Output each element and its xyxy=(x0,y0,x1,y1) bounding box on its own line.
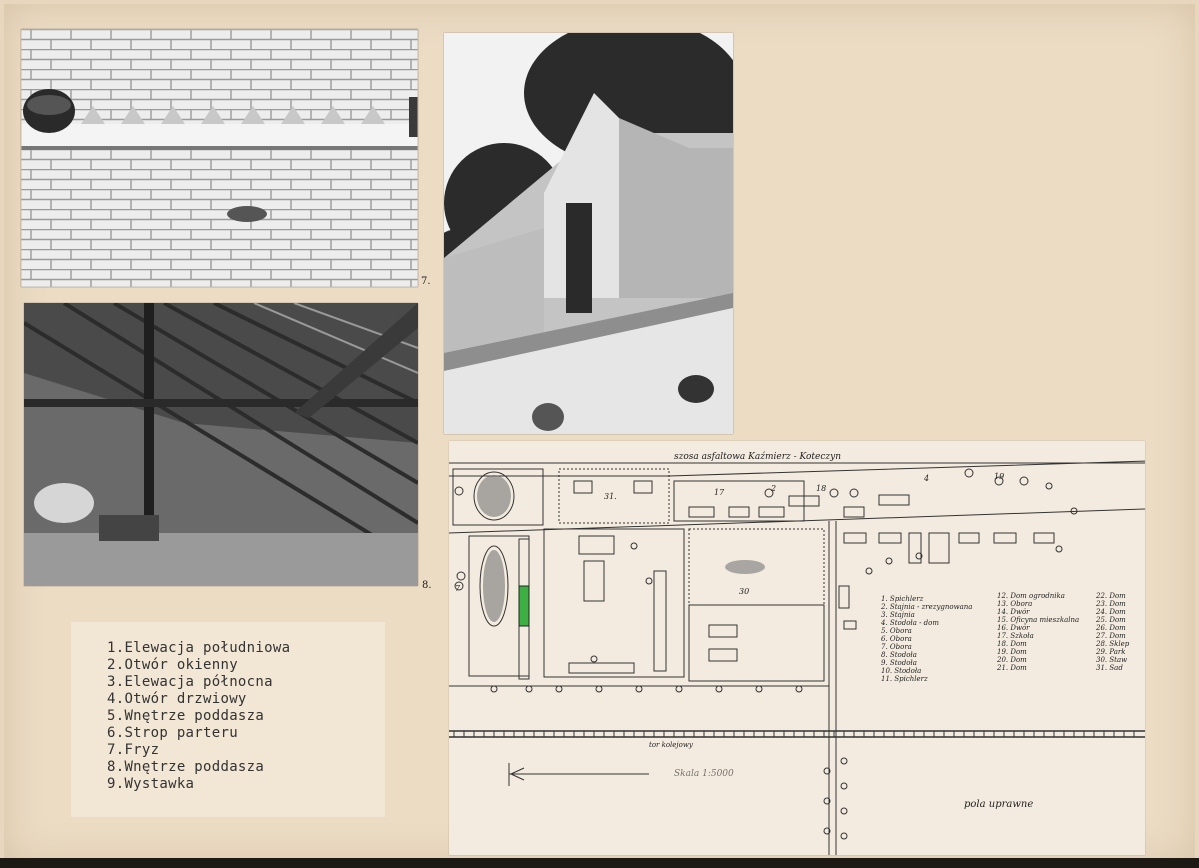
svg-text:15. Oficyna mieszkalna: 15. Oficyna mieszkalna xyxy=(997,616,1080,624)
svg-text:11. Spichlerz: 11. Spichlerz xyxy=(881,675,928,683)
svg-text:27. Dom: 27. Dom xyxy=(1096,632,1126,640)
svg-text:8. Stodoła: 8. Stodoła xyxy=(881,651,917,659)
svg-text:31.: 31. xyxy=(604,492,617,501)
svg-text:5. Obora: 5. Obora xyxy=(881,627,912,635)
svg-text:19. Dom: 19. Dom xyxy=(997,648,1027,656)
svg-text:30. Staw: 30. Staw xyxy=(1096,656,1128,664)
svg-text:12. Dom ogrodnika: 12. Dom ogrodnika xyxy=(997,592,1065,600)
railway-label: tor kolejowy xyxy=(649,741,693,749)
legend-item: 3.Elewacja północna xyxy=(107,674,273,690)
photo-brick-wall xyxy=(21,29,418,287)
svg-text:4. Stodoła - dom: 4. Stodoła - dom xyxy=(881,619,940,627)
svg-text:31. Sad: 31. Sad xyxy=(1096,664,1123,672)
svg-text:22. Dom: 22. Dom xyxy=(1096,592,1126,600)
svg-text:30: 30 xyxy=(739,587,750,596)
svg-text:2: 2 xyxy=(771,484,777,493)
legend-item: 8.Wnętrze poddasza xyxy=(107,759,265,775)
svg-text:9. Stodoła: 9. Stodoła xyxy=(881,659,917,667)
svg-text:17. Szkoła: 17. Szkoła xyxy=(997,632,1034,640)
svg-text:7. Obora: 7. Obora xyxy=(881,643,912,651)
photo-number-7: 7. xyxy=(421,276,431,287)
scale-label: Skala 1:5000 xyxy=(674,769,734,779)
legend-item: 4.Otwór drzwiowy xyxy=(107,691,247,707)
site-map xyxy=(449,441,1145,855)
svg-text:26. Dom: 26. Dom xyxy=(1096,624,1126,632)
svg-text:19: 19 xyxy=(994,472,1005,481)
legend-item: 5.Wnętrze poddasza xyxy=(107,708,265,724)
svg-text:29. Park: 29. Park xyxy=(1096,648,1126,656)
svg-text:1. Spichlerz: 1. Spichlerz xyxy=(881,595,924,603)
bottom-edge xyxy=(0,858,1199,868)
legend-item: 6.Strop parteru xyxy=(107,725,238,741)
svg-text:7: 7 xyxy=(455,584,461,593)
road-label: szosa asfaltowa Kaźmierz - Koteczyn xyxy=(674,452,842,462)
legend-item: 2.Otwór okienny xyxy=(107,657,238,673)
svg-text:14. Dwór: 14. Dwór xyxy=(997,608,1030,616)
photo-attic xyxy=(24,303,418,586)
svg-text:28. Sklep: 28. Sklep xyxy=(1096,640,1130,648)
svg-text:10. Stodoła: 10. Stodoła xyxy=(881,667,922,675)
svg-text:24. Dom: 24. Dom xyxy=(1096,608,1126,616)
svg-text:25. Dom: 25. Dom xyxy=(1096,616,1126,624)
svg-text:13. Obora: 13. Obora xyxy=(997,600,1033,608)
photo-number-8: 8. xyxy=(422,580,432,591)
svg-text:16. Dwór: 16. Dwór xyxy=(997,624,1030,632)
svg-text:20. Dom: 20. Dom xyxy=(997,656,1027,664)
svg-text:3. Stajnia: 3. Stajnia xyxy=(881,611,915,619)
svg-text:4: 4 xyxy=(924,474,930,483)
svg-text:2. Stajnia - zrezygnowana: 2. Stajnia - zrezygnowana xyxy=(881,603,973,611)
svg-text:17: 17 xyxy=(714,488,725,497)
fields-label: pola uprawne xyxy=(964,799,1034,810)
legend-item: 7.Fryz xyxy=(107,742,160,758)
svg-text:6. Obora: 6. Obora xyxy=(881,635,912,643)
photo-gable-wall xyxy=(444,33,733,434)
svg-text:18. Dom: 18. Dom xyxy=(997,640,1027,648)
svg-text:23. Dom: 23. Dom xyxy=(1096,600,1126,608)
highlighted-granary xyxy=(519,586,529,626)
photo-legend-card xyxy=(71,622,385,817)
svg-text:21. Dom: 21. Dom xyxy=(997,664,1027,672)
legend-item: 1.Elewacja południowa xyxy=(107,640,291,656)
svg-text:18: 18 xyxy=(816,484,827,493)
legend-item: 9.Wystawka xyxy=(107,776,195,792)
